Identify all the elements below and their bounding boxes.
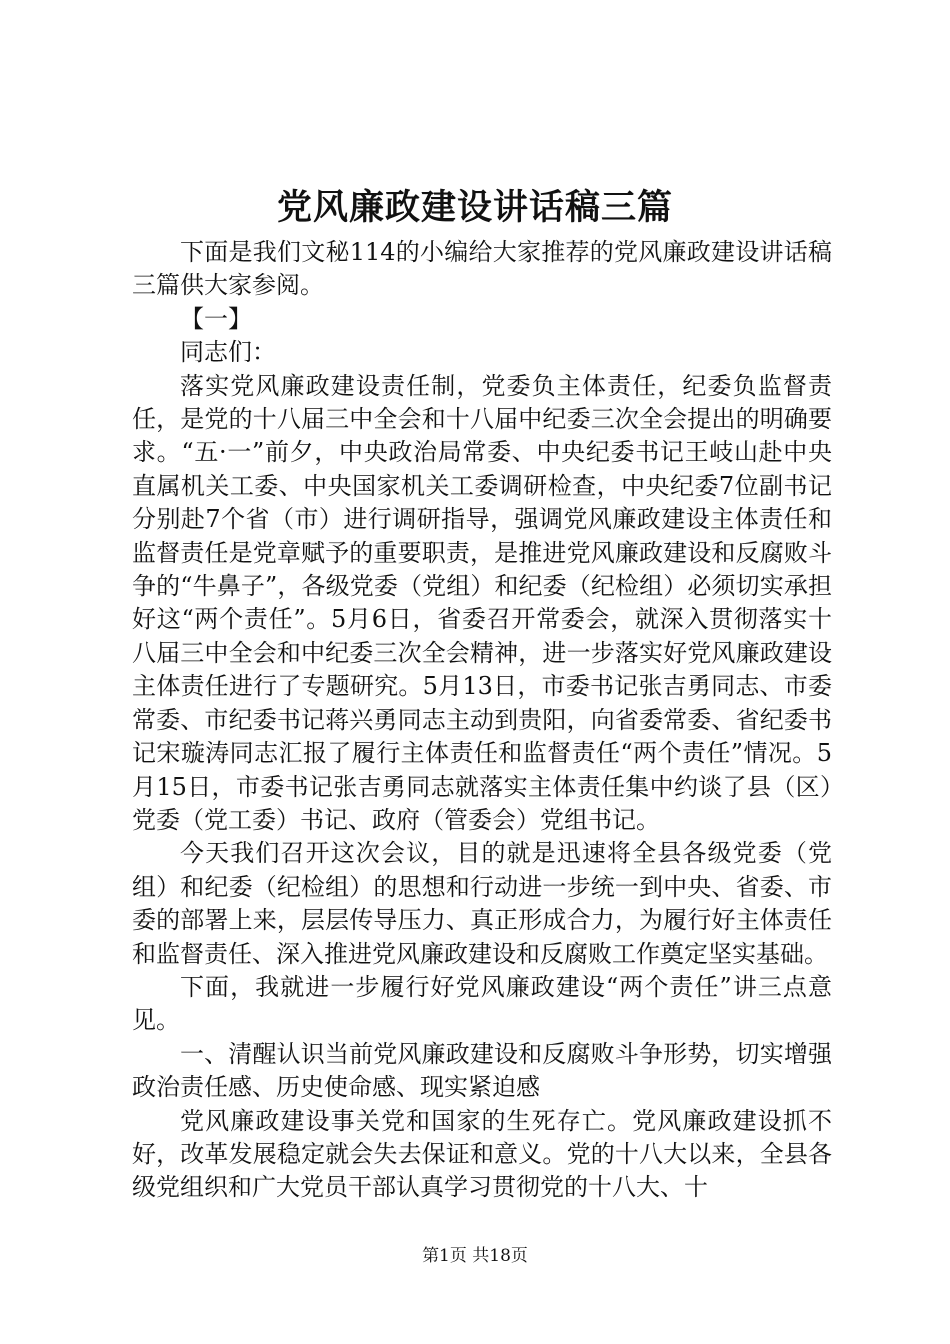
body-paragraph: 今天我们召开这次会议，目的就是迅速将全县各级党委（党组）和纪委（纪检组）的思想和行动进一步统一到中央、省委、市委的部署上来，层层传导压力、真正形成合力，为履行好主体责任和监督责任、深入推进党风廉政建设和反腐败工作奠定坚实基础。: [132, 839, 832, 968]
body-paragraph: 党风廉政建设事关党和国家的生死存亡。党风廉政建设抓不好，改革发展稳定就会失去保证和意义。党的十八大以来，全县各级党组织和广大党员干部认真学习贯彻党的十八大、十: [132, 1106, 832, 1202]
salutation: 同志们：: [180, 338, 276, 367]
section-marker: 【一】: [180, 304, 252, 333]
body-paragraph: 落实党风廉政建设责任制，党委负主体责任，纪委负监督责任，是党的十八届三中全会和十八届中纪委三次全会提出的明确要求。“五·一”前夕，中央政治局常委、中央纪委书记王岐山赴中央直属机关工委、中央国家机关工委调研检查，中央纪委7位副书记分别赴7个省（市）进行调研指导，强调党风廉政建设主体责任和监督责任是党章赋予的重要职责，是推进党风廉政建设和反腐败斗争的“牛鼻子”，各级党委（党组）和纪委（纪检组）必须切实承担好这“两个责任”。5月6日，省委召开常委会，就深入贯彻落实十八届三中全会和中纪委三次全会精神，进一步落实好党风廉政建设主体责任进行了专题研究。5月13日，市委书记张吉勇同志、市委常委、市纪委书记蒋兴勇同志主动到贵阳，向省委常委、省纪委书记宋璇涛同志汇报了履行主体责任和监督责任“两个责任”情况。5月15日，市委书记张吉勇同志就落实主体责任集中约谈了县（区）党委（党工委）书记、政府（管委会）党组书记。: [132, 371, 832, 834]
document-body: [132, 236, 832, 1205]
section-heading: 一、清醒认识当前党风廉政建设和反腐败斗争形势，切实增强政治责任感、历史使命感、现实紧迫感: [132, 1039, 832, 1102]
document-title: 党风廉政建设讲话稿三篇: [276, 187, 673, 228]
body-paragraph: 下面，我就进一步履行好党风廉政建设“两个责任”讲三点意见。: [132, 972, 832, 1035]
intro-paragraph: 下面是我们文秘114的小编给大家推荐的党风廉政建设讲话稿三篇供大家参阅。: [132, 238, 832, 300]
page-number-footer: 第1页 共18页: [422, 1246, 528, 1266]
